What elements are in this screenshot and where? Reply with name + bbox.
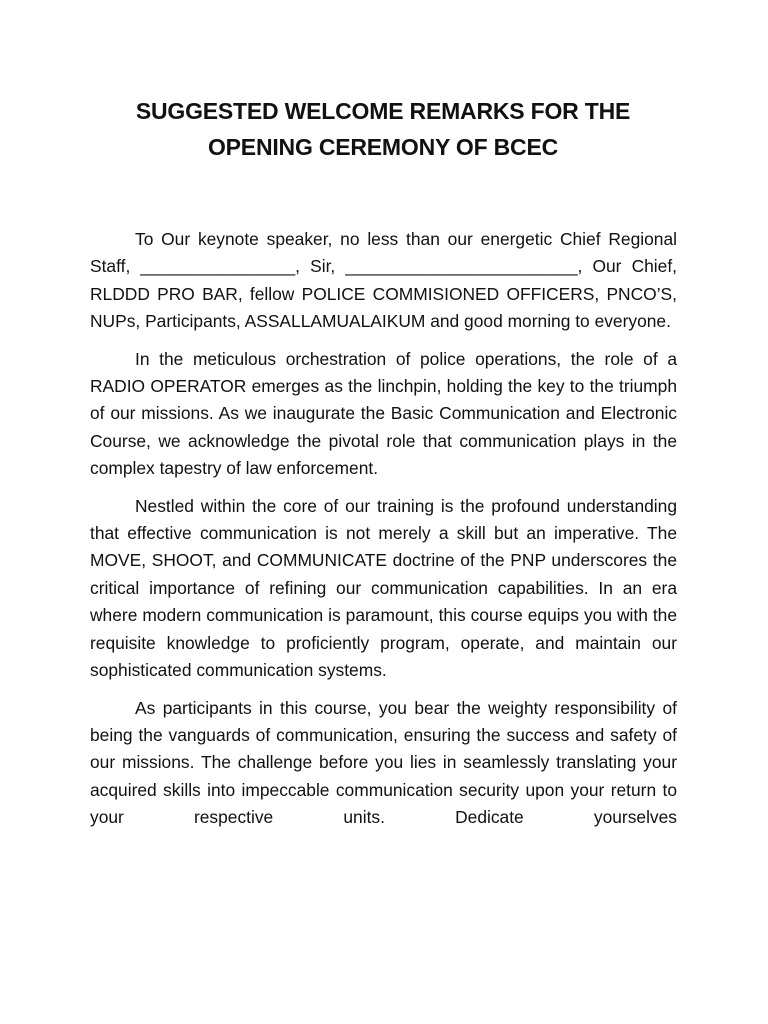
document-body (90, 226, 677, 842)
title-line-2: OPENING CEREMONY OF BCEC (207, 134, 559, 160)
title-line-1: SUGGESTED WELCOME REMARKS FOR THE (135, 98, 631, 124)
paragraph-training-core: Nestled within the core of our training is the profound understanding that effective communication is not merely a skill but an imperative. The MOVE, SHOOT, and COMMUNICATE doctrine of the PNP underscores the critical importance of refining our communication capabilities. In an era where modern communication is paramount, this course equips you with the requisite knowledge to proficiently program, operate, and maintain our sophisticated communication systems. (90, 495, 677, 681)
paragraph-radio-operator: In the meticulous orchestration of police operations, the role of a RADIO OPERATOR emerges as the linchpin, holding the key to the triumph of our missions. As we inaugurate the Basic Communication and Electronic Course, we acknowledge the pivotal role that communication plays in the complex tapestry of law enforcement. (90, 348, 677, 479)
paragraph-participants: As participants in this course, you bear the weighty responsibility of being the vanguards of communication, ensuring the success and safety of our missions. The challenge before you lies in seamlessly translating your acquired skills into impeccable communication security upon your return to your respective units. Dedicate yourselves (90, 697, 677, 828)
paragraph-salutation: To Our keynote speaker, no less than our energetic Chief Regional Staff, ________________, Sir, ________________________, Our Chief, RLDDD PRO BAR, fellow POLICE COMMISIONED OFFICERS, PNCO’S, NUPs, Participants, ASSALLAMUALAIKUM and good morning to everyone. (90, 229, 677, 332)
document-title (90, 93, 676, 165)
